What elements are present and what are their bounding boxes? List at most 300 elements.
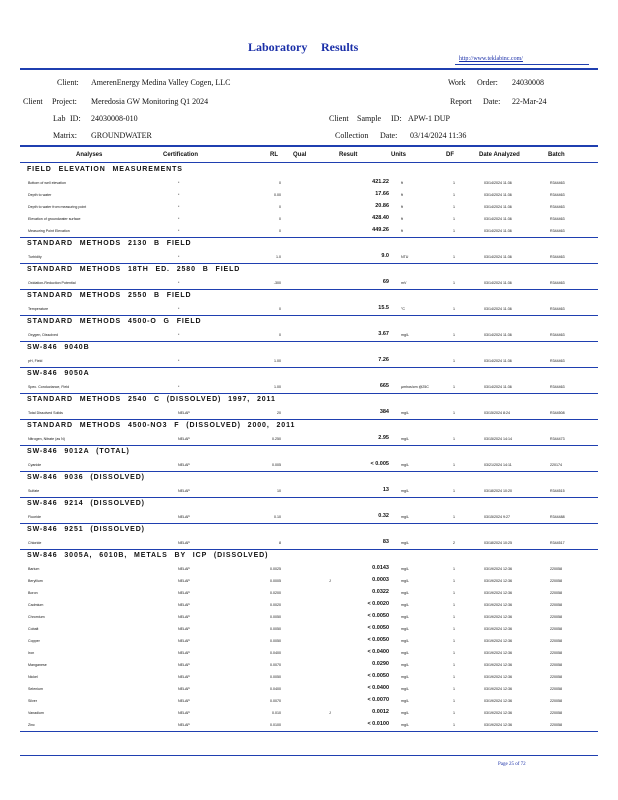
cell-certification: NELAP bbox=[178, 614, 190, 619]
cell-units: mg/L bbox=[401, 626, 409, 631]
cell-rl: 0.010 bbox=[272, 710, 281, 715]
cell-date-analyzed: 03/14/2024 11:36 bbox=[484, 228, 512, 233]
cell-certification: NELAP bbox=[178, 710, 190, 715]
method-section-header bbox=[20, 342, 598, 355]
cell-analyte: Measuring Point Elevation bbox=[28, 228, 70, 233]
table-row bbox=[20, 599, 598, 611]
cell-batch: 220058 bbox=[550, 638, 562, 643]
table-row bbox=[20, 459, 598, 471]
method-section-title: STANDARD METHODS 2550 B FIELD bbox=[27, 292, 192, 299]
cell-rl: 0 bbox=[279, 204, 281, 209]
cell-analyte: pH, Field bbox=[28, 358, 43, 363]
cell-rl: 0 bbox=[279, 180, 281, 185]
order-value: 24030008 bbox=[512, 78, 544, 87]
cell-units: NTU bbox=[401, 254, 409, 259]
cell-df: 1 bbox=[453, 698, 455, 703]
cell-rl: 0.0050 bbox=[270, 638, 281, 643]
cell-certification: NELAP bbox=[178, 698, 190, 703]
cell-certification: NELAP bbox=[178, 540, 190, 545]
cell-certification: NELAP bbox=[178, 578, 190, 583]
cell-certification: * bbox=[178, 306, 180, 311]
cell-df: 1 bbox=[453, 410, 455, 415]
project-value: Meredosia GW Monitoring Q1 2024 bbox=[91, 97, 209, 106]
cell-certification: * bbox=[178, 254, 180, 259]
report-date-label: Date: bbox=[483, 97, 501, 106]
cell-result: < 0.0050 bbox=[367, 673, 389, 679]
cell-result: 0.32 bbox=[378, 513, 389, 519]
cell-date-analyzed: 03/21/2024 14:11 bbox=[484, 462, 512, 467]
column-header-row bbox=[20, 152, 598, 162]
cell-rl: 0.005 bbox=[272, 462, 281, 467]
method-section-header bbox=[20, 394, 598, 407]
cell-date-analyzed: 03/14/2024 11:36 bbox=[484, 254, 512, 259]
col-result: Result bbox=[339, 152, 358, 158]
cell-rl: 0.0200 bbox=[270, 590, 281, 595]
cell-units: mg/L bbox=[401, 638, 409, 643]
cell-date-analyzed: 03/14/2024 11:36 bbox=[484, 358, 512, 363]
cell-date-analyzed: 03/14/2024 11:36 bbox=[484, 280, 512, 285]
table-row bbox=[20, 719, 598, 731]
cell-rl: 0.0400 bbox=[270, 686, 281, 691]
cell-result: 449.26 bbox=[372, 227, 389, 233]
cell-batch: R344463 bbox=[550, 306, 565, 311]
cell-batch: R344463 bbox=[550, 280, 565, 285]
cell-analyte: Elevation of groundwater surface bbox=[28, 216, 81, 221]
cell-batch: R344463 bbox=[550, 228, 565, 233]
cell-rl: 1.00 bbox=[274, 358, 281, 363]
cell-result: 13 bbox=[382, 487, 389, 493]
cell-rl: 0 bbox=[279, 216, 281, 221]
cell-analyte: Total Dissolved Solids bbox=[28, 410, 63, 415]
cell-date-analyzed: 03/14/2024 11:36 bbox=[484, 306, 512, 311]
cell-units: mg/L bbox=[401, 566, 409, 571]
cell-analyte: Manganese bbox=[28, 662, 47, 667]
cell-rl: 0 bbox=[279, 332, 281, 337]
lab-id-label-1: Lab bbox=[53, 114, 66, 123]
cell-units: ft bbox=[401, 192, 403, 197]
cell-analyte: Cobalt bbox=[28, 626, 39, 631]
col-certification: Certification bbox=[163, 152, 199, 158]
cell-certification: * bbox=[178, 358, 180, 363]
cell-df: 1 bbox=[453, 566, 455, 571]
client-project-label-1: Client bbox=[23, 97, 43, 106]
method-section-title: STANDARD METHODS 2540 C (DISSOLVED) 1997, 2011 bbox=[27, 396, 276, 403]
method-section-header bbox=[20, 472, 598, 485]
table-row bbox=[20, 623, 598, 635]
cell-result: 0.0003 bbox=[372, 577, 389, 583]
report-label: Report bbox=[450, 97, 472, 106]
cell-analyte: Depth to water from measuring point bbox=[28, 204, 87, 209]
cell-batch: R344508 bbox=[550, 410, 565, 415]
cell-rl: 10 bbox=[277, 488, 281, 493]
cell-batch: 220058 bbox=[550, 590, 562, 595]
cell-analyte: Barium bbox=[28, 566, 40, 571]
cell-df: 1 bbox=[453, 602, 455, 607]
cell-analyte: Temperature bbox=[28, 306, 49, 311]
cell-df: 1 bbox=[453, 626, 455, 631]
cell-result: 69 bbox=[382, 279, 389, 285]
table-row bbox=[20, 251, 598, 263]
cell-analyte: Nitrogen, Nitrate (as N) bbox=[28, 436, 65, 441]
cell-date-analyzed: 03/19/2024 12:36 bbox=[484, 590, 512, 595]
method-section-title: STANDARD METHODS 18TH ED. 2580 B FIELD bbox=[27, 266, 241, 273]
cell-batch: 220058 bbox=[550, 698, 562, 703]
cell-rl: 1.00 bbox=[274, 384, 281, 389]
table-row bbox=[20, 537, 598, 549]
cell-batch: R344463 bbox=[550, 180, 565, 185]
cell-df: 1 bbox=[453, 590, 455, 595]
cell-result: 0.0012 bbox=[372, 709, 389, 715]
cell-df: 1 bbox=[453, 280, 455, 285]
client-project-label-2: Project: bbox=[52, 97, 77, 106]
cell-date-analyzed: 03/15/2024 14:14 bbox=[484, 436, 512, 441]
table-row bbox=[20, 201, 598, 213]
method-section-header bbox=[20, 446, 598, 459]
cell-analyte: Boron bbox=[28, 590, 38, 595]
cell-certification: * bbox=[178, 332, 180, 337]
cell-result: < 0.0100 bbox=[367, 721, 389, 727]
method-section-header bbox=[20, 420, 598, 433]
cell-rl: 0.0005 bbox=[270, 578, 281, 583]
table-row bbox=[20, 563, 598, 575]
cell-batch: R344463 bbox=[550, 254, 565, 259]
col-date-analyzed: Date Analyzed bbox=[479, 152, 520, 158]
cell-date-analyzed: 03/19/2024 12:36 bbox=[484, 578, 512, 583]
matrix-value: GROUNDWATER bbox=[91, 131, 152, 140]
cell-date-analyzed: 03/18/2024 10:25 bbox=[484, 540, 512, 545]
method-section-header bbox=[20, 498, 598, 511]
cell-units: ft bbox=[401, 228, 403, 233]
cell-rl: 20 bbox=[277, 410, 281, 415]
col-units: Units bbox=[391, 152, 406, 158]
cell-rl: 0.0070 bbox=[270, 698, 281, 703]
cell-qual: J bbox=[329, 710, 331, 715]
cell-result: 3.67 bbox=[378, 331, 389, 337]
cell-df: 1 bbox=[453, 358, 455, 363]
method-section-title: SW-846 9251 (DISSOLVED) bbox=[27, 526, 145, 533]
col-batch: Batch bbox=[548, 152, 565, 158]
table-row bbox=[20, 647, 598, 659]
cell-result: < 0.005 bbox=[370, 461, 389, 467]
cell-certification: NELAP bbox=[178, 638, 190, 643]
section-divider bbox=[20, 731, 598, 732]
cell-result: 7.26 bbox=[378, 357, 389, 363]
table-row bbox=[20, 189, 598, 201]
cell-certification: NELAP bbox=[178, 514, 190, 519]
cell-units: µmhos/cm @25C bbox=[401, 384, 429, 389]
cell-df: 1 bbox=[453, 662, 455, 667]
cell-rl: 0.0100 bbox=[270, 722, 281, 727]
cell-batch: R344515 bbox=[550, 488, 565, 493]
table-row bbox=[20, 355, 598, 367]
table-row bbox=[20, 225, 598, 237]
matrix-label: Matrix: bbox=[53, 131, 77, 140]
report-date-value: 22-Mar-24 bbox=[512, 97, 547, 106]
cell-analyte: Depth to water bbox=[28, 192, 52, 197]
cell-result: < 0.0050 bbox=[367, 613, 389, 619]
method-section-header bbox=[20, 264, 598, 277]
cell-certification: NELAP bbox=[178, 590, 190, 595]
cell-units: mg/L bbox=[401, 662, 409, 667]
cell-date-analyzed: 03/19/2024 12:36 bbox=[484, 662, 512, 667]
cell-result: < 0.0400 bbox=[367, 685, 389, 691]
header-divider-top bbox=[20, 68, 598, 70]
cell-batch: R344463 bbox=[550, 332, 565, 337]
cell-result: 0.0322 bbox=[372, 589, 389, 595]
table-row bbox=[20, 695, 598, 707]
cell-units: mg/L bbox=[401, 514, 409, 519]
cell-rl: 0.0020 bbox=[270, 602, 281, 607]
method-section-title: STANDARD METHODS 4500-NO3 F (DISSOLVED) 2000, 2011 bbox=[27, 422, 296, 429]
cell-df: 1 bbox=[453, 638, 455, 643]
cell-analyte: Bottom of well elevation bbox=[28, 180, 66, 185]
cell-date-analyzed: 03/19/2024 12:36 bbox=[484, 626, 512, 631]
cell-result: 0.0290 bbox=[372, 661, 389, 667]
table-row bbox=[20, 177, 598, 189]
method-section-title: FIELD ELEVATION MEASUREMENTS bbox=[27, 166, 183, 173]
lab-website-link[interactable]: http://www.teklabinc.com/ bbox=[459, 56, 523, 62]
table-row bbox=[20, 485, 598, 497]
cell-df: 1 bbox=[453, 192, 455, 197]
cell-batch: 220174 bbox=[550, 462, 562, 467]
cell-certification: NELAP bbox=[178, 626, 190, 631]
cell-df: 1 bbox=[453, 332, 455, 337]
cell-date-analyzed: 03/19/2024 12:36 bbox=[484, 698, 512, 703]
table-row bbox=[20, 213, 598, 225]
page-number: Page 25 of 72 bbox=[498, 762, 526, 767]
col-rl: RL bbox=[270, 152, 278, 158]
cell-result: 9.0 bbox=[381, 253, 389, 259]
cell-analyte: Silver bbox=[28, 698, 37, 703]
table-row bbox=[20, 587, 598, 599]
col-df: DF bbox=[446, 152, 454, 158]
cell-units: mg/L bbox=[401, 540, 409, 545]
col-analyses: Analyses bbox=[76, 152, 103, 158]
cell-date-analyzed: 03/19/2024 12:36 bbox=[484, 722, 512, 727]
cell-analyte: Spec. Conductance, Field bbox=[28, 384, 70, 389]
method-section-header bbox=[20, 368, 598, 381]
cell-rl: 0.250 bbox=[272, 436, 281, 441]
client-sample-label-2: Sample bbox=[357, 114, 381, 123]
cell-batch: R344463 bbox=[550, 358, 565, 363]
collection-date-label: Date: bbox=[380, 131, 398, 140]
cell-certification: NELAP bbox=[178, 488, 190, 493]
lab-id-value: 24030008-010 bbox=[91, 114, 138, 123]
cell-date-analyzed: 03/14/2024 11:36 bbox=[484, 180, 512, 185]
cell-units: ft bbox=[401, 180, 403, 185]
cell-date-analyzed: 03/14/2024 11:36 bbox=[484, 216, 512, 221]
table-row bbox=[20, 707, 598, 719]
cell-certification: NELAP bbox=[178, 674, 190, 679]
cell-batch: R344463 bbox=[550, 192, 565, 197]
cell-rl: -300 bbox=[273, 280, 281, 285]
header-divider-bottom bbox=[20, 145, 598, 147]
cell-result: < 0.0400 bbox=[367, 649, 389, 655]
cell-df: 1 bbox=[453, 488, 455, 493]
cell-analyte: Vanadium bbox=[28, 710, 44, 715]
cell-units: mV bbox=[401, 280, 407, 285]
cell-batch: 220058 bbox=[550, 662, 562, 667]
cell-batch: 220058 bbox=[550, 686, 562, 691]
cell-units: mg/L bbox=[401, 332, 409, 337]
client-value: AmerenEnergy Medina Valley Cogen, LLC bbox=[91, 78, 231, 87]
title-results: Results bbox=[321, 40, 359, 54]
footer-divider bbox=[20, 755, 598, 756]
cell-certification: * bbox=[178, 204, 180, 209]
cell-df: 1 bbox=[453, 462, 455, 467]
cell-df: 1 bbox=[453, 216, 455, 221]
link-underline bbox=[455, 64, 589, 65]
cell-units: mg/L bbox=[401, 590, 409, 595]
method-section-header bbox=[20, 316, 598, 329]
cell-date-analyzed: 03/19/2024 12:36 bbox=[484, 614, 512, 619]
table-row bbox=[20, 433, 598, 445]
cell-certification: NELAP bbox=[178, 566, 190, 571]
cell-date-analyzed: 03/15/2024 9:27 bbox=[484, 514, 510, 519]
cell-units: mg/L bbox=[401, 710, 409, 715]
cell-rl: 1.0 bbox=[276, 254, 281, 259]
title-laboratory: Laboratory bbox=[248, 40, 308, 54]
cell-df: 1 bbox=[453, 578, 455, 583]
cell-df: 1 bbox=[453, 204, 455, 209]
cell-date-analyzed: 03/14/2024 11:36 bbox=[484, 384, 512, 389]
cell-result: 384 bbox=[379, 409, 389, 415]
table-row bbox=[20, 635, 598, 647]
table-row bbox=[20, 277, 598, 289]
cell-certification: * bbox=[178, 192, 180, 197]
cell-date-analyzed: 03/19/2024 12:36 bbox=[484, 638, 512, 643]
cell-batch: 220058 bbox=[550, 578, 562, 583]
cell-certification: * bbox=[178, 228, 180, 233]
cell-result: 17.66 bbox=[375, 191, 389, 197]
cell-analyte: Sulfate bbox=[28, 488, 40, 493]
method-section-title: SW-846 9214 (DISSOLVED) bbox=[27, 500, 145, 507]
cell-df: 1 bbox=[453, 180, 455, 185]
cell-date-analyzed: 03/19/2024 12:36 bbox=[484, 674, 512, 679]
cell-units: mg/L bbox=[401, 674, 409, 679]
work-label: Work bbox=[448, 78, 466, 87]
table-row bbox=[20, 329, 598, 341]
cell-df: 1 bbox=[453, 686, 455, 691]
cell-units: mg/L bbox=[401, 602, 409, 607]
cell-certification: * bbox=[178, 180, 180, 185]
cell-df: 1 bbox=[453, 710, 455, 715]
cell-batch: R344463 bbox=[550, 216, 565, 221]
cell-rl: 0 bbox=[279, 306, 281, 311]
client-sample-value: APW-1 DUP bbox=[408, 114, 451, 123]
cell-units: mg/L bbox=[401, 436, 409, 441]
cell-batch: 220058 bbox=[550, 614, 562, 619]
cell-units: mg/L bbox=[401, 614, 409, 619]
cell-units: mg/L bbox=[401, 686, 409, 691]
table-row bbox=[20, 381, 598, 393]
collection-date-value: 03/14/2024 11:36 bbox=[410, 131, 467, 140]
cell-units: mg/L bbox=[401, 462, 409, 467]
cell-date-analyzed: 03/18/2024 10:20 bbox=[484, 488, 512, 493]
cell-result: 421.22 bbox=[372, 179, 389, 185]
client-sample-label-3: ID: bbox=[391, 114, 402, 123]
cell-units: ft bbox=[401, 216, 403, 221]
cell-analyte: Iron bbox=[28, 650, 35, 655]
method-section-title: SW-846 9040B bbox=[27, 344, 90, 351]
cell-certification: NELAP bbox=[178, 602, 190, 607]
cell-certification: NELAP bbox=[178, 686, 190, 691]
cell-df: 1 bbox=[453, 722, 455, 727]
cell-certification: NELAP bbox=[178, 436, 190, 441]
cell-date-analyzed: 03/14/2024 11:36 bbox=[484, 192, 512, 197]
cell-analyte: Zinc bbox=[28, 722, 35, 727]
cell-result: < 0.0050 bbox=[367, 625, 389, 631]
cell-rl: 0.0050 bbox=[270, 626, 281, 631]
cell-result: 665 bbox=[379, 383, 389, 389]
cell-rl: 8 bbox=[279, 540, 281, 545]
cell-certification: NELAP bbox=[178, 722, 190, 727]
cell-rl: 0.10 bbox=[274, 514, 281, 519]
cell-date-analyzed: 03/19/2024 12:36 bbox=[484, 650, 512, 655]
method-section-header bbox=[20, 164, 598, 177]
cell-batch: R344517 bbox=[550, 540, 565, 545]
method-section-header bbox=[20, 290, 598, 303]
method-section-title: SW-846 9050A bbox=[27, 370, 90, 377]
client-sample-label-1: Client bbox=[329, 114, 349, 123]
table-row bbox=[20, 575, 598, 587]
cell-batch: R344473 bbox=[550, 436, 565, 441]
cell-units: mg/L bbox=[401, 578, 409, 583]
cell-batch: 220058 bbox=[550, 674, 562, 679]
cell-rl: 0.0025 bbox=[270, 566, 281, 571]
cell-df: 1 bbox=[453, 650, 455, 655]
cell-df: 1 bbox=[453, 436, 455, 441]
cell-analyte: Oxygen, Dissolved bbox=[28, 332, 58, 337]
cell-analyte: Fluoride bbox=[28, 514, 41, 519]
cell-df: 1 bbox=[453, 254, 455, 259]
cell-units: mg/L bbox=[401, 650, 409, 655]
cell-certification: NELAP bbox=[178, 410, 190, 415]
cell-df: 1 bbox=[453, 614, 455, 619]
table-row bbox=[20, 659, 598, 671]
cell-analyte: Cyanide bbox=[28, 462, 42, 467]
cell-result: 0.0143 bbox=[372, 565, 389, 571]
table-row bbox=[20, 671, 598, 683]
cell-rl: 0.0050 bbox=[270, 674, 281, 679]
lab-id-label-2: ID: bbox=[70, 114, 81, 123]
cell-df: 2 bbox=[453, 540, 455, 545]
cell-date-analyzed: 03/19/2024 12:36 bbox=[484, 566, 512, 571]
table-row bbox=[20, 683, 598, 695]
cell-qual: J bbox=[329, 578, 331, 583]
table-row bbox=[20, 511, 598, 523]
cell-batch: 220058 bbox=[550, 626, 562, 631]
method-section-title: SW-846 9012A (TOTAL) bbox=[27, 448, 130, 455]
cell-date-analyzed: 03/19/2024 12:36 bbox=[484, 710, 512, 715]
method-section-header bbox=[20, 524, 598, 537]
method-section-title: STANDARD METHODS 2130 B FIELD bbox=[27, 240, 192, 247]
cell-df: 1 bbox=[453, 674, 455, 679]
cell-batch: R344463 bbox=[550, 204, 565, 209]
order-label: Order: bbox=[477, 78, 498, 87]
collection-label: Collection bbox=[335, 131, 369, 140]
cell-rl: 0.00 bbox=[274, 192, 281, 197]
method-section-title: SW-846 3005A, 6010B, METALS BY ICP (DISSOLVED) bbox=[27, 552, 269, 559]
col-qual: Qual bbox=[293, 152, 307, 158]
cell-analyte: Oxidation-Reduction Potential bbox=[28, 280, 76, 285]
cell-analyte: Cadmium bbox=[28, 602, 44, 607]
cell-analyte: Turbidity bbox=[28, 254, 42, 259]
cell-units: ft bbox=[401, 204, 403, 209]
cell-rl: 0.0050 bbox=[270, 614, 281, 619]
cell-result: 20.86 bbox=[375, 203, 389, 209]
cell-units: °C bbox=[401, 306, 406, 311]
